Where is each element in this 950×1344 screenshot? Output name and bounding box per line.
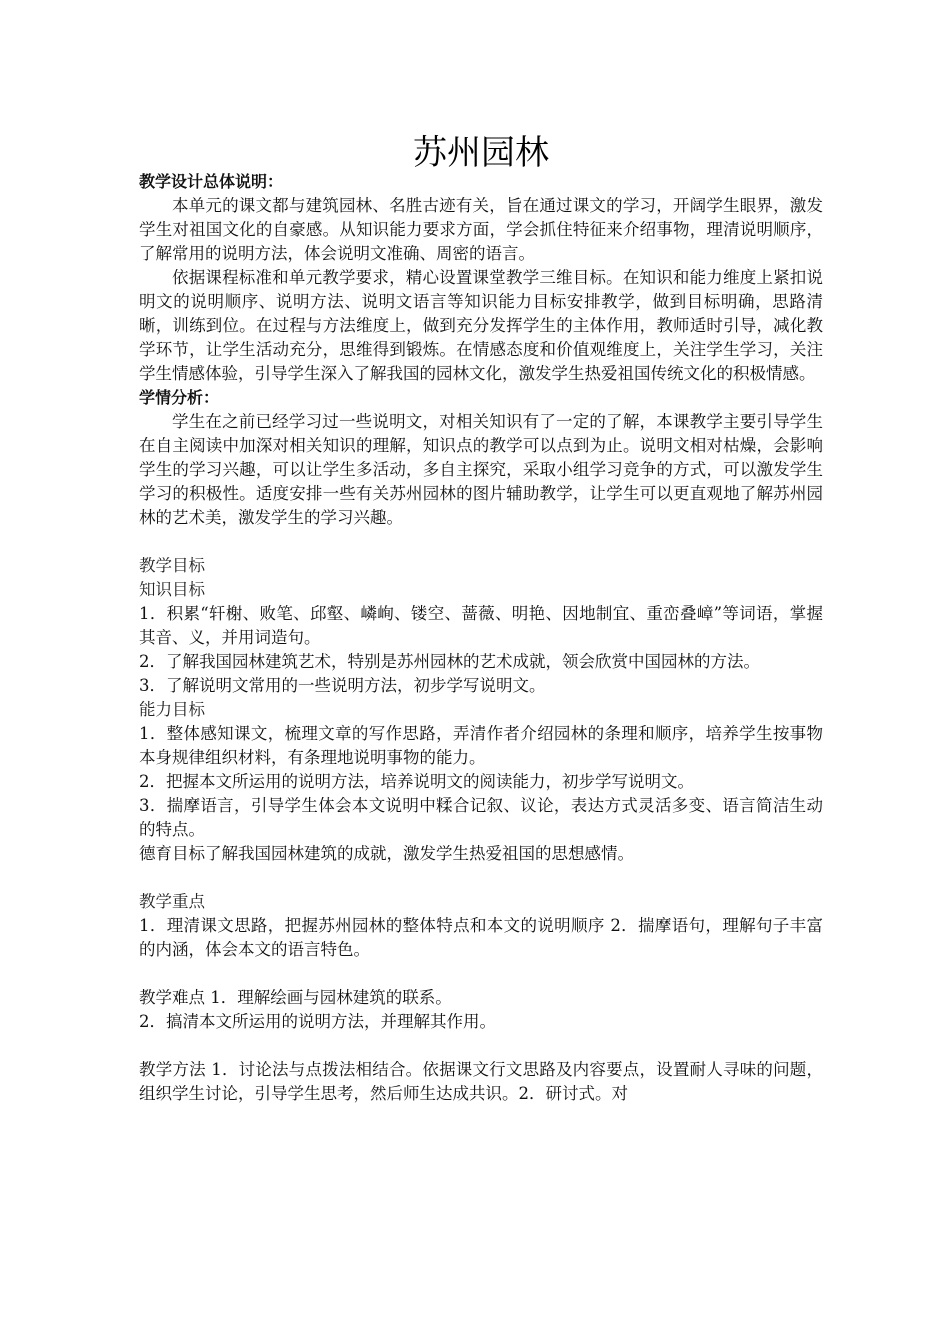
difficulty-line-1: 教学难点 1．理解绘画与园林建筑的联系。 [139,988,452,1007]
overview-paragraph-2: 依据课程标准和单元教学要求，精心设置课堂教学三维目标。在知识和能力维度上紧扣说明文的说明顺序、说明方法、说明文语言等知识能力目标安排教学，做到目标明确，思路清晰，训练到位。在过程与方法维度上，做到充分发挥学生的主体作用，教师适时引导，减化教学环节，让学生活动充分，思维得到锻炼。在情感态度和价值观维度上，关注学生学习，关注学生情感体验，引导学生深入了解我国的园林文化，激发学生热爱祖国传统文化的积极情感。 [139,268,823,383]
spacer [139,866,823,890]
document-body [139,170,823,1106]
knowledge-goal-3: 3．了解说明文常用的一些说明方法，初步学写说明文。 [139,676,546,695]
moral-goal: 德育目标了解我国园林建筑的成就，激发学生热爱祖国的思想感情。 [139,844,634,863]
overview-heading: 教学设计总体说明： [139,172,284,191]
spacer [139,962,823,986]
overview-paragraph-1: 本单元的课文都与建筑园林、名胜古迹有关，旨在通过课文的学习，开阔学生眼界，激发学生对祖国文化的自豪感。从知识能力要求方面，学会抓住特征来介绍事物，理清说明顺序，了解常用的说明方法，体会说明文准确、周密的语言。 [139,196,823,263]
ability-goal-3: 3．揣摩语言，引导学生体会本文说明中糅合记叙、议论，表达方式灵活多变、语言简洁生动的特点。 [139,796,823,839]
knowledge-goal-1: 1．积累“轩榭、败笔、邱壑、嶙峋、镂空、蔷薇、明艳、因地制宜、重峦叠嶂”等词语，掌握其音、义，并用词造句。 [139,604,823,647]
ability-goals-heading: 能力目标 [139,700,205,719]
ability-goal-2: 2．把握本文所运用的说明方法，培养说明文的阅读能力，初步学写说明文。 [139,772,694,791]
knowledge-goals-heading: 知识目标 [139,580,205,599]
focus-text: 1．理清课文思路，把握苏州园林的整体特点和本文的说明顺序 2．揣摩语句，理解句子丰富的内涵，体会本文的语言特色。 [139,916,823,959]
goals-heading: 教学目标 [139,556,205,575]
analysis-heading: 学情分析： [139,388,220,407]
focus-heading: 教学重点 [139,892,205,911]
knowledge-goal-2: 2．了解我国园林建筑艺术，特别是苏州园林的艺术成就，领会欣赏中国园林的方法。 [139,652,760,671]
analysis-paragraph: 学生在之前已经学习过一些说明文，对相关知识有了一定的了解，本课教学主要引导学生在自主阅读中加深对相关知识的理解，知识点的教学可以点到为止。说明文相对枯燥，会影响学生的学习兴趣，可以让学生多活动，多自主探究，采取小组学习竞争的方式，可以激发学生学习的积极性。适度安排一些有关苏州园林的图片辅助教学，让学生可以更直观地了解苏州园林的艺术美，激发学生的学习兴趣。 [139,412,823,527]
page-title: 苏州园林 [413,132,549,173]
difficulty-line-2: 2．搞清本文所运用的说明方法，并理解其作用。 [139,1012,496,1031]
methods-text: 教学方法 1．讨论法与点拨法相结合。依据课文行文思路及内容要点，设置耐人寻味的问题，组织学生讨论，引导学生思考，然后师生达成共识。2．研讨式。对 [139,1060,823,1103]
spacer [139,1034,823,1058]
ability-goal-1: 1．整体感知课文，梳理文章的写作思路，弄清作者介绍园林的条理和顺序，培养学生按事物本身规律组织材料，有条理地说明事物的能力。 [139,724,823,767]
spacer [139,530,823,554]
